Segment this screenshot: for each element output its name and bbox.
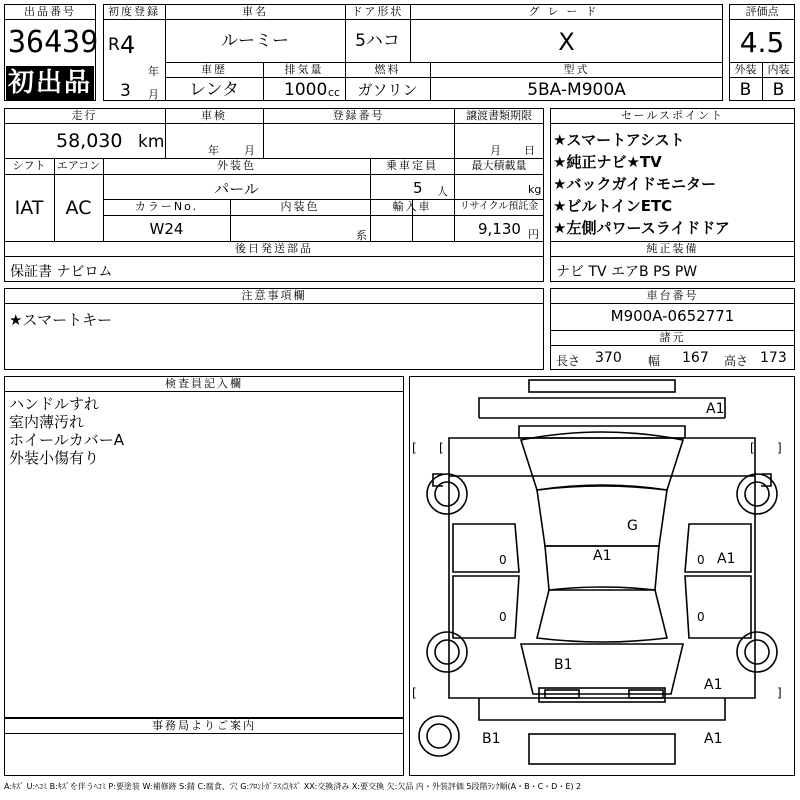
interior-grade-label: 内装 (767, 63, 790, 76)
recycle-label: リサイクル預託金 (459, 201, 539, 212)
registration-year: 4 (120, 31, 136, 59)
bracket-right: [ (439, 441, 444, 455)
genuine-equipment-label: 純正装備 (646, 242, 699, 255)
sales-point: ★スマートアシスト (553, 131, 685, 149)
height-label: 高さ (724, 354, 749, 368)
notes: ★スマートキー (9, 311, 113, 329)
ext-color-label: 外装色 (217, 159, 256, 172)
width: 167 (682, 350, 709, 366)
sales-point: ★ビルトインETC (553, 197, 673, 215)
mileage: 58,030 (56, 130, 123, 152)
sales-points-label: セールスポイント (620, 109, 724, 122)
mark-bumper-left: B1 (482, 731, 501, 747)
bracket-right-3: ] (777, 686, 782, 700)
registration-label: 初度登録 (108, 5, 160, 18)
zero-left: 0 (499, 553, 507, 567)
import-label: 輸入車 (392, 200, 432, 213)
later-parts-label: 後日発送部品 (235, 242, 313, 255)
max-load-label: 最大積載量 (471, 159, 527, 172)
dimensions-label: 諸元 (659, 331, 686, 344)
int-color-unit: 系 (356, 229, 367, 242)
sales-point: ★バックガイドモニター (553, 175, 716, 193)
capacity-label: 乗車定員 (386, 159, 438, 172)
car-name-label: 車名 (242, 5, 268, 18)
year-unit: 年 (148, 65, 159, 78)
zero-right-2: 0 (697, 610, 705, 624)
zero-left-2: 0 (499, 610, 507, 624)
exterior-grade: B (739, 80, 752, 100)
inspection-label: 車検 (201, 109, 227, 122)
registration-month: 3 (120, 81, 131, 101)
mark-rear-hatch: B1 (554, 657, 573, 673)
recycle-value: 9,130 (478, 220, 521, 238)
history-label: 車歴 (201, 63, 227, 76)
shift-label: シフト (12, 159, 46, 172)
lot-label: 出品番号 (24, 5, 76, 18)
plate-label: 登録番号 (332, 109, 385, 122)
transfer-month-unit: 月 (490, 144, 501, 157)
chassis-number: M900A-0652771 (610, 307, 735, 325)
width-label: 幅 (648, 354, 661, 368)
later-parts: 保証書 ナビロム (10, 264, 113, 280)
spec-box (4, 108, 544, 242)
chassis-label: 車台番号 (646, 289, 699, 302)
zero-right: 0 (697, 553, 705, 567)
capacity: 5 (413, 179, 423, 197)
mark-right-side: A1 (717, 551, 736, 567)
inspector-line: 室内薄汚れ (9, 413, 85, 431)
score: 4.5 (739, 26, 785, 59)
transfer-day-unit: 日 (524, 144, 535, 157)
mileage-label: 走行 (71, 109, 98, 122)
office-label: 事務局よりご案内 (152, 719, 256, 732)
displacement-label: 排気量 (284, 63, 324, 76)
displacement-unit: cc (328, 86, 341, 99)
interior-grade: B (772, 80, 785, 100)
inspection-year-unit: 年 (208, 144, 219, 157)
model-code-label: 型式 (563, 63, 590, 76)
int-color-label: 内装色 (280, 200, 320, 213)
color-no-label: カラーNo. (134, 200, 199, 213)
mark-front-top: A1 (706, 401, 725, 417)
shift: IAT (14, 197, 44, 219)
inspector-line: ホイールカバーA (9, 431, 124, 449)
history: レンタ (189, 80, 239, 100)
legend: A:ｷｽﾞ U:ﾍｺﾐ B:ｷｽﾞを伴うﾍｺﾐ P:要塗装 W:補修跡 S:錆 C:腐食、穴 G:ﾌﾛﾝﾄｶﾞﾗｽ点ｷｽﾞ XX:交換済み X:要交換 欠:欠品 内・外装評価 5段階ﾗﾝｸ順(A・B・C・D・E) 2 (4, 782, 582, 791)
first-listing-badge: 初出品 (7, 68, 92, 98)
displacement: 1000 (284, 80, 328, 100)
bracket-left: [ (412, 441, 417, 455)
inspector-line: 外装小傷有り (9, 449, 100, 467)
transfer-label: 譲渡書類期限 (466, 109, 532, 122)
capacity-unit: 人 (437, 185, 448, 198)
length: 370 (595, 350, 622, 366)
inspector-line: ハンドルすれ (9, 395, 100, 413)
bracket-left-2: ] (777, 441, 782, 455)
mark-bumper-right: A1 (704, 731, 723, 747)
grade: X (558, 28, 575, 56)
aircon-label: エアコン (56, 159, 101, 172)
grade-label: グレード (528, 5, 605, 18)
height: 173 (760, 350, 787, 366)
mark-roof: A1 (593, 548, 612, 564)
mark-rear-right: A1 (704, 677, 723, 693)
color-no: W24 (149, 220, 184, 238)
inspection-month-unit: 月 (244, 144, 255, 157)
sales-point: ★左側パワースライドドア (553, 219, 730, 237)
era: R (108, 35, 120, 55)
mileage-unit: km (138, 132, 165, 152)
sales-point: ★純正ナビ★TV (553, 153, 662, 171)
car-name: ルーミー (221, 31, 289, 51)
fuel-label: 燃料 (374, 63, 401, 76)
model-code: 5BA-M900A (527, 80, 626, 100)
ext-color: パール (214, 180, 259, 198)
fuel: ガソリン (357, 81, 418, 99)
inspector-label: 検査員記入欄 (165, 377, 243, 390)
car-diagram (409, 376, 795, 776)
month-unit: 月 (148, 88, 159, 101)
recycle-unit: 円 (528, 228, 539, 241)
max-load-unit: kg (528, 183, 542, 196)
bracket-left-3: [ (412, 686, 417, 700)
mark-windshield: G (627, 518, 638, 534)
score-label: 評価点 (745, 5, 779, 18)
lot-number: 36439 (8, 25, 99, 60)
door-type: 5ハコ (355, 31, 400, 51)
bracket-right-2: [ (750, 441, 755, 455)
genuine-equipment: ナビ TV エアB PS PW (556, 264, 698, 280)
notes-label: 注意事項欄 (241, 289, 307, 302)
exterior-grade-label: 外装 (734, 63, 757, 76)
length-label: 長さ (556, 354, 581, 368)
door-label: ドア形状 (351, 5, 404, 18)
aircon: AC (65, 197, 92, 219)
